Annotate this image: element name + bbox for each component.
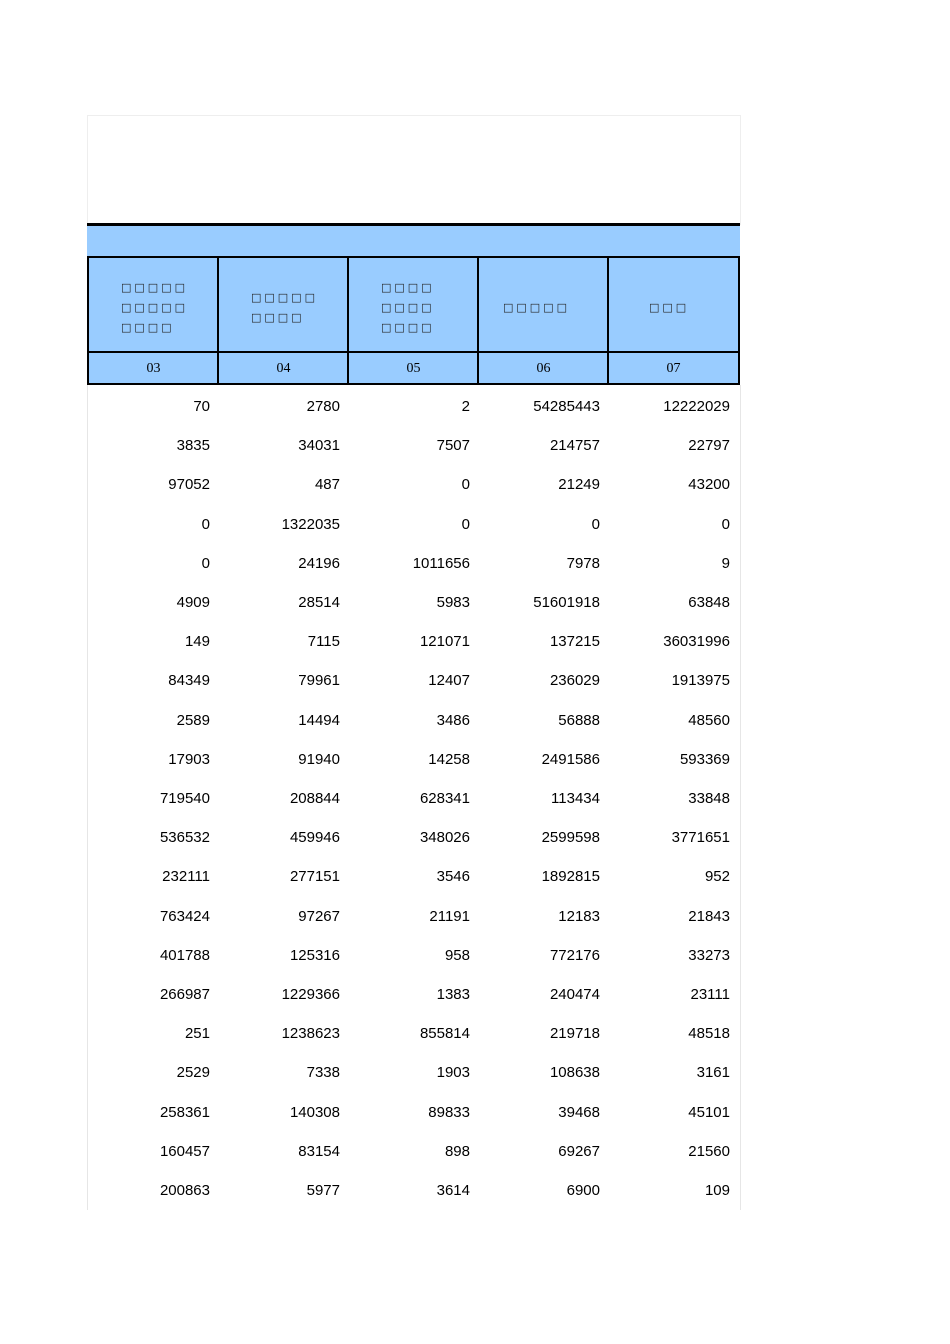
table-cell: 140308: [289, 1103, 340, 1121]
table-cell: 1903: [436, 1064, 470, 1082]
table-row: [88, 1180, 740, 1219]
table-cell: 3835: [176, 437, 210, 455]
table-row: [88, 592, 740, 631]
table-row: [88, 788, 740, 827]
table-row: [88, 396, 740, 435]
table-cell: 0: [201, 554, 210, 572]
table-cell: 21843: [688, 907, 730, 925]
table-row: [88, 866, 740, 905]
table-cell: 12407: [428, 672, 470, 690]
table-row: [88, 1062, 740, 1101]
table-cell: 45101: [688, 1103, 730, 1121]
table-cell: 14494: [298, 711, 340, 729]
table-cell: 855814: [419, 1025, 470, 1043]
table-cell: 277151: [289, 868, 340, 886]
table-cell: 43200: [688, 476, 730, 494]
table-cell: 628341: [419, 790, 470, 807]
table-cell: 48560: [688, 711, 730, 729]
column-code: 06: [477, 353, 608, 383]
table-row: [88, 631, 740, 670]
table-cell: 9: [721, 554, 730, 572]
table-cell: 125316: [289, 946, 340, 964]
column-header-label: □□□□□ □□□□□ □□□□: [121, 281, 188, 334]
column-code: 05: [347, 353, 478, 383]
table-row: [88, 749, 740, 788]
table-cell: 109: [704, 1182, 730, 1199]
column-code-row: [87, 351, 740, 385]
table-cell: 208844: [289, 790, 340, 807]
table-row: [88, 984, 740, 1023]
table-cell: 2599598: [541, 829, 600, 847]
table-cell: 2780: [306, 398, 340, 415]
table-cell: 232111: [162, 868, 210, 886]
table-cell: 1229366: [281, 986, 340, 1003]
table-cell: 958: [444, 946, 470, 964]
table-cell: 0: [721, 515, 730, 533]
table-cell: 1383: [436, 986, 470, 1003]
table-cell: 2589: [176, 711, 210, 729]
table-cell: 1913975: [671, 672, 730, 690]
table-cell: 536532: [159, 829, 210, 847]
table-cell: 1322035: [281, 515, 340, 533]
table-cell: 23111: [690, 986, 730, 1003]
table-cell: 2491586: [541, 750, 600, 768]
table-row: [88, 435, 740, 474]
table-cell: 33848: [688, 790, 730, 807]
table-cell: 84349: [168, 672, 210, 690]
column-header-label: □□□□ □□□□ □□□□: [381, 281, 435, 334]
table-cell: 108638: [549, 1064, 600, 1082]
table-cell: 113434: [551, 790, 600, 807]
table-cell: 33273: [688, 946, 730, 964]
table-cell: 48518: [688, 1025, 730, 1043]
table-cell: 7978: [566, 554, 600, 572]
table-cell: 24196: [298, 554, 340, 572]
table-cell: 719540: [159, 790, 210, 807]
table-cell: 3546: [436, 868, 470, 886]
table-cell: 3161: [696, 1064, 730, 1082]
table-cell: 3614: [436, 1182, 470, 1199]
column-header-row: [87, 256, 740, 353]
table-cell: 763424: [159, 907, 210, 925]
table-cell: 22797: [688, 437, 730, 455]
table-cell: 28514: [298, 594, 340, 611]
table-cell: 219718: [549, 1025, 600, 1043]
table-cell: 34031: [298, 437, 340, 455]
table-cell: 772176: [549, 946, 600, 964]
table-cell: 251: [184, 1025, 210, 1043]
table-cell: 6900: [566, 1182, 600, 1199]
column-header-03: [87, 258, 218, 353]
table-row: [88, 906, 740, 945]
table-row: [88, 553, 740, 592]
table-cell: 36031996: [663, 633, 730, 651]
header-band: [87, 226, 740, 256]
table-cell: 0: [461, 476, 470, 494]
table-row: [88, 514, 740, 553]
column-header-07: [607, 258, 740, 353]
table-cell: 200863: [159, 1182, 210, 1199]
table-cell: 21249: [558, 476, 600, 494]
column-header-label: □□□□□ □□□□: [251, 291, 318, 324]
column-header-label: □□□□□: [503, 301, 570, 314]
table-row: [88, 1141, 740, 1180]
table-cell: 56888: [558, 711, 600, 729]
title-area: [87, 115, 741, 225]
table-cell: 5977: [306, 1182, 340, 1199]
table-cell: 4909: [176, 594, 210, 611]
table-cell: 97052: [168, 476, 210, 494]
table-cell: 258361: [159, 1103, 210, 1121]
table-row: [88, 945, 740, 984]
table-row: [88, 1023, 740, 1062]
table-cell: 89833: [428, 1103, 470, 1121]
table-cell: 214757: [549, 437, 600, 455]
table-cell: 7115: [307, 633, 340, 651]
table-cell: 69267: [558, 1142, 600, 1160]
table-cell: 21191: [429, 907, 470, 925]
table-cell: 898: [444, 1142, 470, 1160]
column-header-04: [217, 258, 348, 353]
table-cell: 14258: [428, 750, 470, 768]
table-cell: 12222029: [663, 398, 730, 415]
table-body: [87, 385, 741, 1210]
table-cell: 348026: [419, 829, 470, 847]
table-cell: 459946: [289, 829, 340, 847]
table-cell: 160457: [159, 1142, 210, 1160]
table-cell: 3486: [436, 711, 470, 729]
table-cell: 51601918: [533, 594, 600, 611]
table-cell: 137215: [549, 633, 600, 651]
table-cell: 54285443: [533, 398, 600, 415]
table-cell: 2529: [176, 1064, 210, 1082]
table-cell: 0: [591, 515, 600, 533]
table-cell: 401788: [159, 946, 210, 964]
table-row: [88, 474, 740, 513]
table-cell: 0: [201, 515, 210, 533]
table-cell: 39468: [558, 1103, 600, 1121]
table-cell: 121071: [419, 633, 470, 651]
spreadsheet-page: [87, 115, 740, 1210]
table-cell: 91940: [298, 750, 340, 768]
table-cell: 952: [704, 868, 730, 886]
column-header-06: [477, 258, 608, 353]
column-code: 04: [217, 353, 348, 383]
table-cell: 593369: [679, 750, 730, 768]
table-cell: 266987: [159, 986, 210, 1003]
table-cell: 149: [184, 633, 210, 651]
table-row: [88, 710, 740, 749]
column-code: 03: [87, 353, 218, 383]
table-cell: 7507: [436, 437, 470, 455]
table-cell: 70: [193, 398, 210, 415]
table-cell: 12183: [558, 907, 600, 925]
table-row: [88, 827, 740, 866]
table-cell: 240474: [549, 986, 600, 1003]
column-code: 07: [607, 353, 740, 383]
table-cell: 83154: [298, 1142, 340, 1160]
column-header-label: □□□: [649, 301, 690, 314]
table-row: [88, 1102, 740, 1141]
table-row: [88, 670, 740, 709]
table-cell: 3771651: [671, 829, 730, 847]
table-cell: 236029: [549, 672, 600, 690]
table-cell: 1011656: [412, 554, 470, 572]
table-cell: 5983: [436, 594, 470, 611]
table-cell: 17903: [168, 750, 210, 768]
table-cell: 487: [314, 476, 340, 494]
column-header-05: [347, 258, 478, 353]
table-cell: 1238623: [281, 1025, 340, 1043]
table-cell: 21560: [688, 1142, 730, 1160]
table-cell: 2: [461, 398, 470, 415]
table-cell: 0: [461, 515, 470, 533]
table-cell: 79961: [298, 672, 340, 690]
table-cell: 97267: [298, 907, 340, 925]
table-cell: 1892815: [541, 868, 600, 886]
table-cell: 7338: [306, 1064, 340, 1082]
table-cell: 63848: [688, 594, 730, 611]
